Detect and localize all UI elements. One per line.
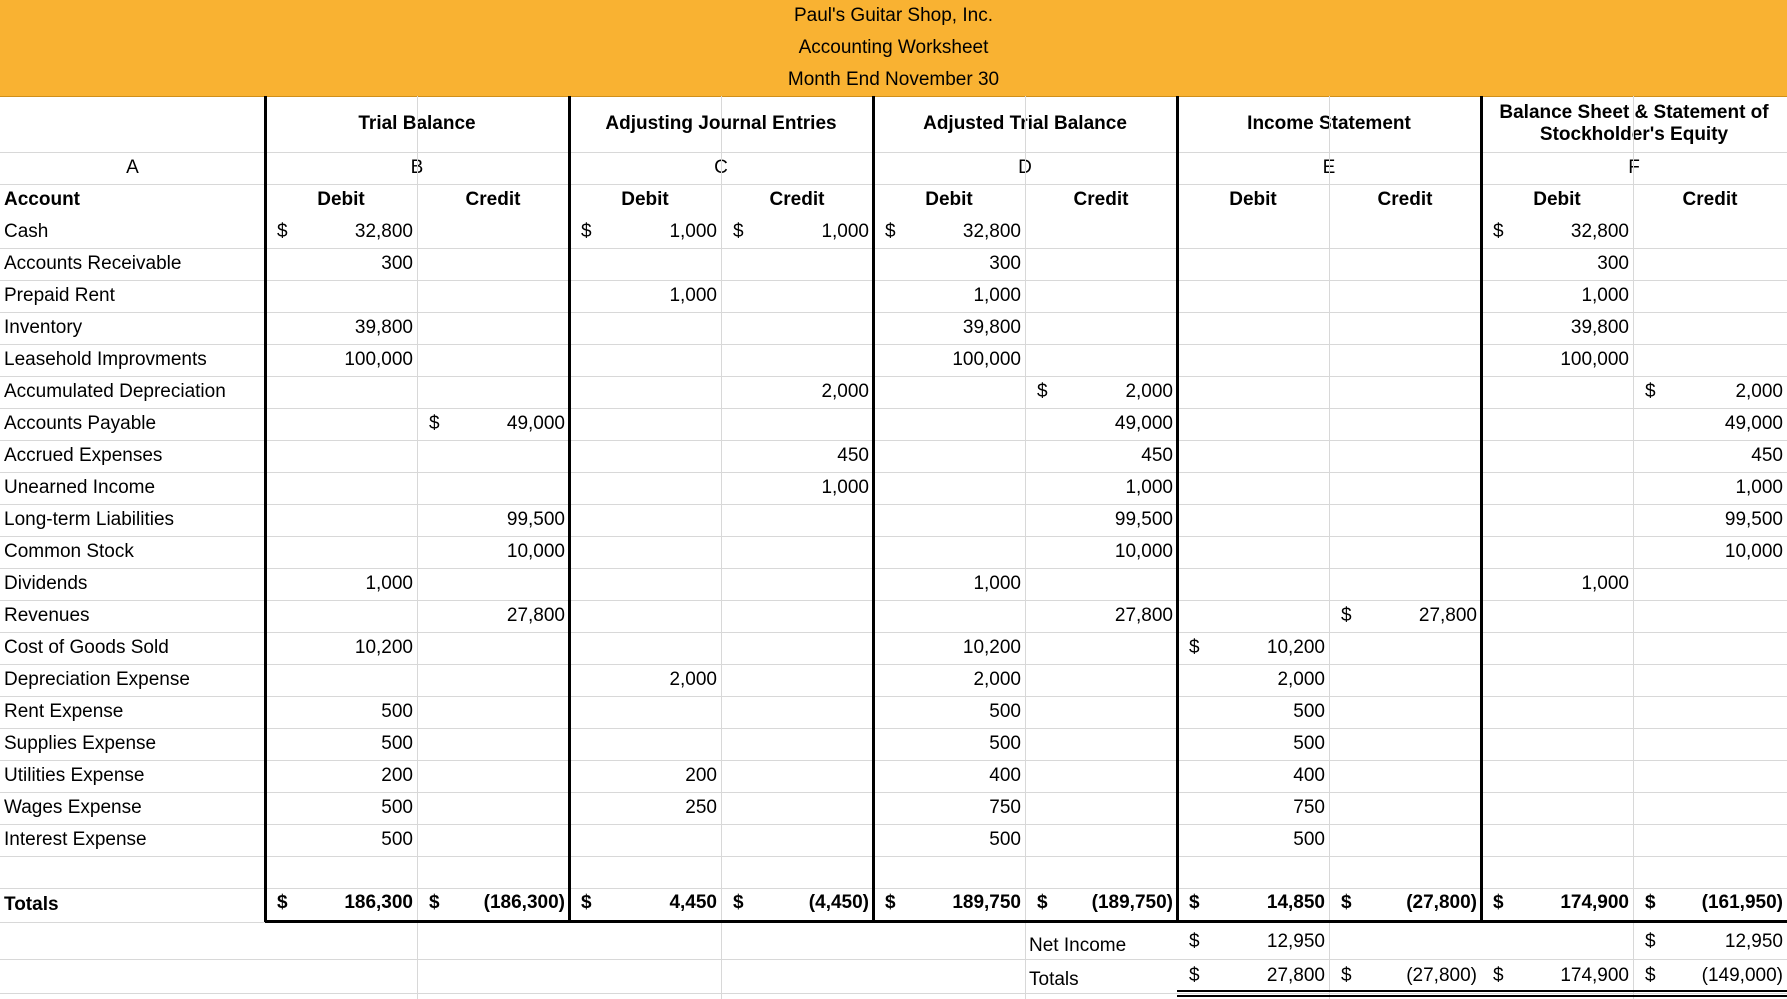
account-name: Cost of Goods Sold — [4, 637, 169, 658]
amount-cell: 2,000 — [669, 669, 717, 690]
currency-sign: $ — [1341, 965, 1352, 986]
currency-sign: $ — [1189, 892, 1200, 913]
currency-sign: $ — [1341, 605, 1352, 626]
account-name: Inventory — [4, 317, 83, 338]
debit-header: Debit — [1229, 189, 1277, 210]
amount-cell: 500 — [1293, 701, 1325, 722]
group-letter: F — [1628, 157, 1640, 178]
total-cell: (161,950) — [1701, 892, 1783, 913]
currency-sign: $ — [1493, 221, 1504, 242]
amount-cell: 300 — [381, 253, 413, 274]
debit-header: Debit — [925, 189, 973, 210]
section-divider — [568, 96, 571, 922]
amount-cell: 300 — [989, 253, 1021, 274]
amount-cell: 500 — [381, 701, 413, 722]
group-letter: C — [714, 157, 728, 178]
amount-cell: 10,200 — [962, 637, 1021, 658]
amount-cell: 10,200 — [354, 637, 413, 658]
group-title: Balance Sheet & Statement of Stockholder's Equity — [1499, 102, 1769, 145]
period-label: Month End November 30 — [0, 64, 1787, 97]
column-rule — [417, 96, 418, 999]
amount-cell: 49,000 — [1114, 413, 1173, 434]
table-row — [0, 504, 1787, 537]
amount-cell: 1,000 — [821, 221, 869, 242]
total-cell: 14,850 — [1266, 892, 1325, 913]
section-divider — [1176, 96, 1179, 922]
currency-sign: $ — [1645, 892, 1656, 913]
amount-cell: 2,000 — [1735, 381, 1783, 402]
currency-sign: $ — [1493, 892, 1504, 913]
spacer-row — [0, 856, 1787, 889]
column-rule — [1025, 96, 1026, 999]
amount-cell: 49,000 — [1724, 413, 1783, 434]
table-row — [0, 472, 1787, 505]
currency-sign: $ — [1341, 892, 1352, 913]
account-name: Accrued Expenses — [4, 445, 163, 466]
currency-sign: $ — [733, 221, 744, 242]
currency-sign: $ — [1189, 965, 1200, 986]
amount-cell: 750 — [989, 797, 1021, 818]
credit-header: Credit — [1682, 189, 1738, 210]
amount-cell: 10,000 — [1724, 541, 1783, 562]
amount-cell: 500 — [381, 797, 413, 818]
group-letter: B — [410, 157, 424, 178]
credit-header: Credit — [1377, 189, 1433, 210]
net-income-cell: 12,950 — [1724, 931, 1783, 952]
currency-sign: $ — [1645, 965, 1656, 986]
amount-cell: 2,000 — [1277, 669, 1325, 690]
amount-cell: 1,000 — [973, 285, 1021, 306]
credit-header: Credit — [465, 189, 521, 210]
group-title: Trial Balance — [358, 113, 476, 134]
amount-cell: 200 — [381, 765, 413, 786]
amount-cell: 39,800 — [1570, 317, 1629, 338]
amount-cell: 99,500 — [1724, 509, 1783, 530]
section-divider — [1480, 96, 1483, 922]
column-rule — [721, 96, 722, 999]
final-underline — [1177, 990, 1787, 992]
currency-sign: $ — [1037, 892, 1048, 913]
amount-cell: 39,800 — [962, 317, 1021, 338]
amount-cell: 1,000 — [669, 221, 717, 242]
debit-header: Debit — [317, 189, 365, 210]
currency-sign: $ — [1645, 381, 1656, 402]
currency-sign: $ — [1037, 381, 1048, 402]
amount-cell: 99,500 — [1114, 509, 1173, 530]
amount-cell: 500 — [1293, 733, 1325, 754]
account-name: Rent Expense — [4, 701, 124, 722]
totals-underline — [265, 920, 1787, 923]
total-cell: (186,300) — [483, 892, 565, 913]
amount-cell: 2,000 — [821, 381, 869, 402]
amount-cell: 1,000 — [973, 573, 1021, 594]
account-name: Accumulated Depreciation — [4, 381, 226, 402]
amount-cell: 10,000 — [1114, 541, 1173, 562]
amount-cell: 2,000 — [973, 669, 1021, 690]
amount-cell: 99,500 — [506, 509, 565, 530]
amount-cell: 500 — [381, 733, 413, 754]
amount-cell: 200 — [685, 765, 717, 786]
amount-cell: 100,000 — [952, 349, 1021, 370]
account-name: Accounts Payable — [4, 413, 157, 434]
section-divider — [872, 96, 875, 922]
currency-sign: $ — [733, 892, 744, 913]
total-cell: (27,800) — [1406, 892, 1477, 913]
amount-cell: 1,000 — [1735, 477, 1783, 498]
company-name: Paul's Guitar Shop, Inc. — [0, 0, 1787, 33]
currency-sign: $ — [885, 221, 896, 242]
credit-header: Credit — [1073, 189, 1129, 210]
account-name: Supplies Expense — [4, 733, 157, 754]
net-income-label: Net Income — [1029, 935, 1127, 956]
debit-header: Debit — [621, 189, 669, 210]
amount-cell: 100,000 — [344, 349, 413, 370]
table-row — [0, 440, 1787, 473]
account-name: Common Stock — [4, 541, 134, 562]
credit-header: Credit — [769, 189, 825, 210]
amount-cell: 32,800 — [1570, 221, 1629, 242]
currency-sign: $ — [885, 892, 896, 913]
final-totals-label: Totals — [1029, 969, 1079, 990]
amount-cell: 300 — [1597, 253, 1629, 274]
account-name: Long-term Liabilities — [4, 509, 175, 530]
amount-cell: 2,000 — [1125, 381, 1173, 402]
totals-label: Totals — [4, 894, 59, 915]
account-name: Revenues — [4, 605, 90, 626]
amount-cell: 1,000 — [365, 573, 413, 594]
amount-cell: 500 — [381, 829, 413, 850]
account-name: Cash — [4, 221, 49, 242]
amount-cell: 32,800 — [354, 221, 413, 242]
amount-cell: 500 — [989, 701, 1021, 722]
amount-cell: 450 — [1141, 445, 1173, 466]
amount-cell: 1,000 — [1125, 477, 1173, 498]
final-total-cell: 174,900 — [1560, 965, 1629, 986]
amount-cell: 100,000 — [1560, 349, 1629, 370]
amount-cell: 500 — [1293, 829, 1325, 850]
group-title: Adjusted Trial Balance — [923, 113, 1127, 134]
currency-sign: $ — [277, 892, 288, 913]
amount-cell: 500 — [989, 733, 1021, 754]
group-letter: E — [1322, 157, 1336, 178]
currency-sign: $ — [429, 413, 440, 434]
amount-cell: 1,000 — [1581, 573, 1629, 594]
total-cell: (189,750) — [1091, 892, 1173, 913]
group-title: Income Statement — [1247, 113, 1411, 134]
net-income-row — [0, 925, 1787, 960]
amount-cell: 500 — [989, 829, 1021, 850]
amount-cell: 27,800 — [506, 605, 565, 626]
column-rule — [1633, 96, 1634, 999]
table-row — [0, 600, 1787, 633]
final-total-cell: (149,000) — [1701, 965, 1783, 986]
currency-sign: $ — [1189, 931, 1200, 952]
total-cell: 174,900 — [1560, 892, 1629, 913]
total-cell: 189,750 — [952, 892, 1021, 913]
total-cell: 186,300 — [344, 892, 413, 913]
account-name: Accounts Receivable — [4, 253, 182, 274]
final-double-underline — [1177, 995, 1787, 997]
amount-cell: 400 — [1293, 765, 1325, 786]
currency-sign: $ — [581, 221, 592, 242]
amount-cell: 27,800 — [1114, 605, 1173, 626]
account-column-letter: A — [126, 157, 139, 178]
total-cell: (4,450) — [808, 892, 869, 913]
amount-cell: 1,000 — [821, 477, 869, 498]
amount-cell: 400 — [989, 765, 1021, 786]
totals-row — [0, 888, 1787, 923]
group-title: Adjusting Journal Entries — [605, 113, 837, 134]
table-row — [0, 536, 1787, 569]
worksheet-title: Accounting Worksheet — [0, 32, 1787, 65]
currency-sign: $ — [277, 221, 288, 242]
net-income-cell: 12,950 — [1266, 931, 1325, 952]
debit-header: Debit — [1533, 189, 1581, 210]
group-letter: D — [1018, 157, 1032, 178]
currency-sign: $ — [1189, 637, 1200, 658]
currency-sign: $ — [429, 892, 440, 913]
table-row — [0, 408, 1787, 441]
amount-cell: 10,200 — [1266, 637, 1325, 658]
amount-cell: 39,800 — [354, 317, 413, 338]
account-name: Depreciation Expense — [4, 669, 190, 690]
amount-cell: 450 — [1751, 445, 1783, 466]
account-name: Prepaid Rent — [4, 285, 115, 306]
amount-cell: 750 — [1293, 797, 1325, 818]
table-row — [0, 376, 1787, 409]
final-total-cell: (27,800) — [1406, 965, 1477, 986]
amount-cell: 10,000 — [506, 541, 565, 562]
column-rule — [1329, 96, 1330, 999]
currency-sign: $ — [581, 892, 592, 913]
total-cell: 4,450 — [669, 892, 717, 913]
final-total-cell: 27,800 — [1266, 965, 1325, 986]
account-name: Utilities Expense — [4, 765, 145, 786]
currency-sign: $ — [1645, 931, 1656, 952]
section-divider — [264, 96, 267, 922]
amount-cell: 1,000 — [1581, 285, 1629, 306]
currency-sign: $ — [1493, 965, 1504, 986]
account-name: Leasehold Improvments — [4, 349, 207, 370]
account-header: Account — [4, 189, 80, 210]
account-name: Unearned Income — [4, 477, 156, 498]
amount-cell: 1,000 — [669, 285, 717, 306]
amount-cell: 27,800 — [1418, 605, 1477, 626]
amount-cell: 450 — [837, 445, 869, 466]
account-name: Dividends — [4, 573, 88, 594]
amount-cell: 32,800 — [962, 221, 1021, 242]
account-name: Interest Expense — [4, 829, 147, 850]
amount-cell: 250 — [685, 797, 717, 818]
amount-cell: 49,000 — [506, 413, 565, 434]
account-name: Wages Expense — [4, 797, 142, 818]
